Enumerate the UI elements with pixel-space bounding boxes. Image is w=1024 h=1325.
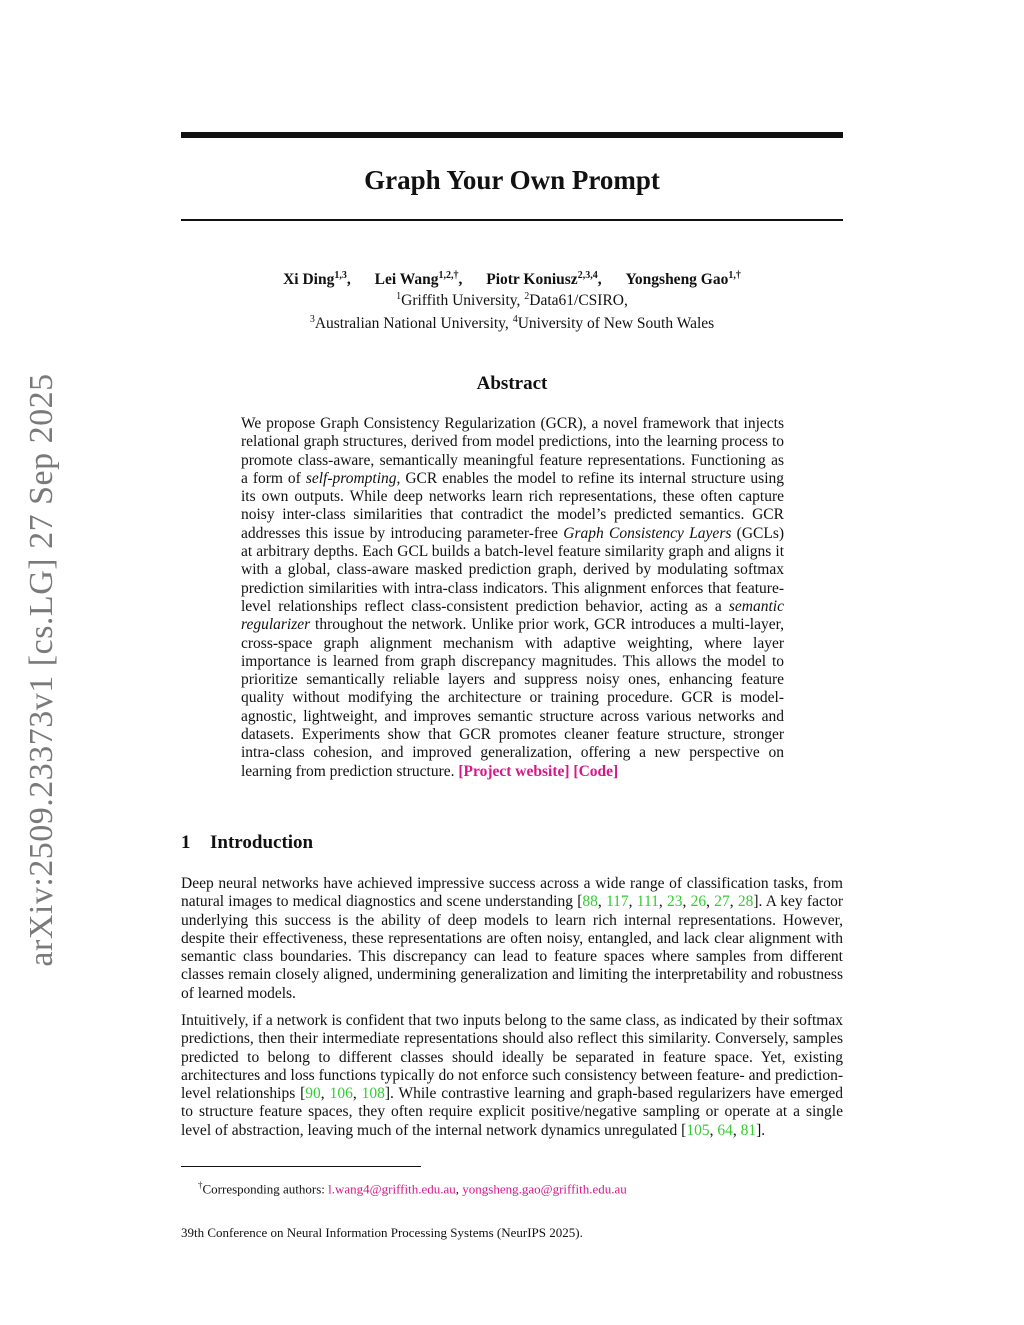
citation-link[interactable]: 88 <box>582 893 598 911</box>
title-top-rule <box>181 132 843 138</box>
footnote-separator: , <box>455 1181 463 1197</box>
abstract-text: We propose Graph Consistency Regularization (GCR), a novel framework that injects relational graph structures, derived from model predictions, into the learning process to promote class-aware, semantically meaningful feature representations. Functioning as a form of <box>241 415 784 487</box>
author-separator: , <box>346 271 351 289</box>
project-website-link[interactable]: [Project website] <box>458 762 570 780</box>
email-link-1[interactable]: l.wang4@griffith.edu.au <box>328 1181 456 1197</box>
paper-title: Graph Your Own Prompt <box>364 165 660 195</box>
affiliations <box>181 287 843 333</box>
paragraph-text: ]. A key factor underlying this success is the ability of deep models to learn rich internal representations. However, despite their effectiveness, these representations are often noisy, entangled, and lack clear alignment with semantic class boundaries. This discrepancy can lead to feature spaces where samples from different classes remain closely aligned, undermining generalization and limiting the interpretability and robustness of learned models. <box>181 893 844 1002</box>
title-bottom-rule <box>181 219 843 221</box>
section-title: Introduction <box>210 832 314 853</box>
intro-paragraph-2: Intuitively, if a network is confident that two inputs belong to the same class, as indicated by their softmax predictions, then their intermediate representations should also reflect this similarity. Conversely, samples predicted to belong to different classes should ideally be separated in feature space. Yet, existing architectures and loss functions typically do not enforce such consistency between feature- and prediction-level relationships [90, 106, 108]. While contrastive learning and graph-based regularizers have emerged to structure feature spaces, they often require explicit positive/negative sampling or operate at a single level of abstraction, leaving much of the internal network dynamics unregulated [105, 64, 81]. <box>181 1012 844 1139</box>
paragraph-text: ]. <box>756 1121 766 1139</box>
section-number: 1 <box>181 832 191 853</box>
section-heading-introduction <box>181 832 843 854</box>
affiliation-text: University of New South Wales <box>517 315 715 333</box>
abstract-text: , GCR enables the model to refine its internal structure using its own outputs. While deep networks learn rich representations, these often capture noisy inter-class similarities that contradict the model’s predicted semantics. GCR addresses this issue by introducing parameter-free <box>241 469 785 542</box>
citation-link[interactable]: 108 <box>361 1085 385 1103</box>
author-separator: , <box>458 271 463 289</box>
arxiv-identifier-stamp: arXiv:2509.23373v1 [cs.LG] 27 Sep 2025 <box>23 373 60 967</box>
citation-link[interactable]: 105 <box>686 1121 710 1139</box>
citation-link[interactable]: 111 <box>636 893 659 911</box>
citation-link[interactable]: 27 <box>714 893 730 911</box>
citation-link[interactable]: 64 <box>717 1121 733 1139</box>
citation-link[interactable]: 23 <box>667 893 683 911</box>
abstract-emphasis: self-prompting <box>305 469 397 487</box>
affiliation-mark: 1 <box>396 291 402 302</box>
citation-link[interactable]: 117 <box>605 893 629 911</box>
abstract-text: (GCLs) at arbitrary depths. Each GCL builds a batch-level feature similarity graph and aligns it with a global, class-aware masked prediction graph, derived by modulating softmax prediction similarities with intra-class indicators. This alignment enforces that feature-level relationships reflect class-consistent prediction behavior, acting as a <box>241 524 785 615</box>
affiliation-line-2 <box>181 310 843 333</box>
affiliation-mark: 3 <box>309 314 315 326</box>
footnote-mark: † <box>198 1180 203 1190</box>
email-link-2[interactable]: yongsheng.gao@griffith.edu.au <box>462 1181 627 1197</box>
author-affiliation-marks: 1,2,† <box>438 270 459 281</box>
abstract-emphasis: Graph Consistency Layers <box>563 524 732 542</box>
abstract-heading: Abstract <box>476 373 548 394</box>
author-name: Lei Wang <box>374 271 439 289</box>
paragraph-text: Intuitively, if a network is confident that two inputs belong to the same class, as indicated by their softmax predictions, then their intermediate representations should also reflect this similarity. Conversely, samples predicted to belong to different classes should ideally be separated in feature space. Yet, existing architectures and loss functions typically do not enforce such consistency between feature- and prediction-level relationships [ <box>181 1012 843 1103</box>
affiliation-mark: 2 <box>524 291 530 302</box>
citation-link[interactable]: 26 <box>690 893 707 911</box>
affiliation-mark: 4 <box>512 314 518 326</box>
citation-link[interactable]: 28 <box>737 893 754 911</box>
author-affiliation-marks: 1,3 <box>334 270 347 281</box>
author-name: Xi Ding <box>283 271 335 289</box>
paragraph-text: Deep neural networks have achieved impressive success across a wide range of classification tasks, from natural images to medical diagnostics and scene understanding [ <box>181 875 843 911</box>
author-name: Yongsheng Gao <box>625 271 729 289</box>
author-affiliation-marks: 1,† <box>728 270 741 281</box>
citation-link[interactable]: 106 <box>329 1085 353 1103</box>
code-link[interactable]: [Code] <box>573 762 619 780</box>
affiliation-line-1 <box>181 287 843 310</box>
affiliation-text: Australian National University, <box>314 315 513 333</box>
author-name: Piotr Koniusz <box>486 271 578 289</box>
footnote-rule <box>181 1166 421 1167</box>
abstract-text: throughout the network. Unlike prior work, GCR introduces a multi-layer, cross-space graph alignment mechanism with adaptive weighting, where layer importance is learned from graph discrepancy magnitudes. This allows the model to prioritize semantically reliable layers and suppress noisy ones, enhancing feature quality without modifying the architecture or training procedure. GCR is model-agnostic, lightweight, and improves semantic structure across various networks and datasets. Experiments show that GCR promotes cleaner feature structure, stronger intra-class cohesion, and improved generalization, offering a new perspective on learning from prediction structure. <box>241 616 784 780</box>
citation-link[interactable]: 90 <box>305 1085 321 1103</box>
author-affiliation-marks: 2,3,4 <box>577 270 598 281</box>
footnote <box>198 1177 838 1197</box>
citation-link[interactable]: 81 <box>740 1121 757 1139</box>
footnote-label: Corresponding authors: <box>202 1181 329 1197</box>
affiliation-text: Data61/CSIRO, <box>529 292 628 310</box>
intro-paragraph-1: Deep neural networks have achieved impressive success across a wide range of classification tasks, from natural images to medical diagnostics and scene understanding [88, 117, 111, 23, 26, 27, 28]. A key factor underlying this success is the ability of deep models to learn rich internal representations. However, despite their effectiveness, these representations are often noisy, entangled, and lack clear alignment with semantic class boundaries. This discrepancy can lead to feature spaces where samples from different classes remain closely aligned, undermining generalization and limiting the interpretability and robustness of learned models. <box>181 875 844 1002</box>
paragraph-text: ]. While contrastive learning and graph-based regularizers have emerged to structure feature spaces, they often require explicit positive/negative sampling or operate at a single level of abstraction, leaving much of the internal network dynamics unregulated [ <box>181 1085 844 1139</box>
affiliation-text: Griffith University, <box>401 292 525 310</box>
abstract-body <box>241 415 784 781</box>
abstract-emphasis: semantic regularizer <box>241 597 784 634</box>
conference-note: 39th Conference on Neural Information Processing Systems (NeurIPS 2025). <box>181 1225 583 1240</box>
author-separator: , <box>597 271 602 289</box>
